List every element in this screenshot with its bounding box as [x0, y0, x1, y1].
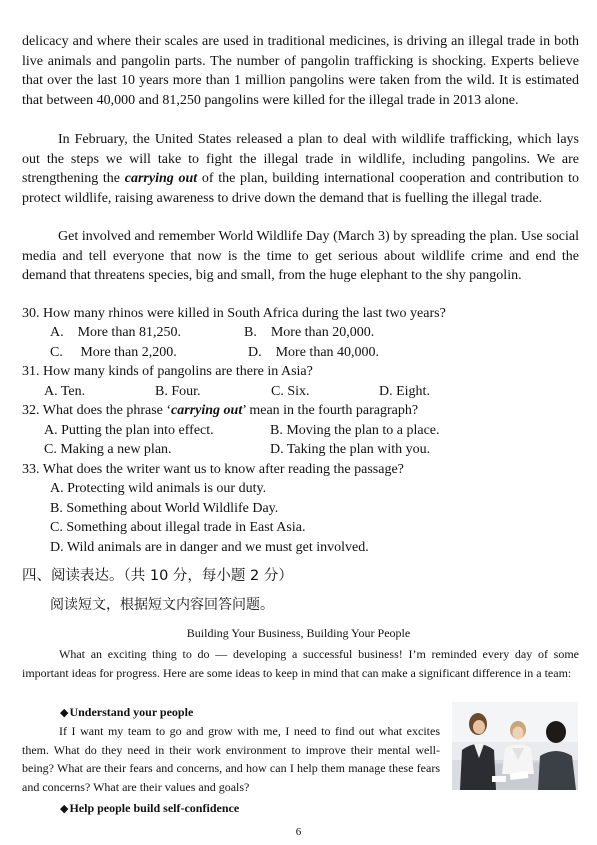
- passage-text: In February, the United States released a plan to deal with wildlife trafficking, which lays out the steps we will take to fight the illegal trade in wildlife, including pangolins. We are strengthening the: [22, 132, 579, 186]
- page-number: 6: [295, 826, 302, 838]
- heading-text: Help people build self-confidence: [69, 801, 240, 815]
- option-33-d: D. Wild animals are in danger and we must get involved.: [50, 540, 369, 555]
- article-heading-1: [60, 703, 193, 722]
- article-intro: What an exciting thing to do — developing a successful business! I’m reminded every day of some important ideas for progress. Here are some ideas to keep in mind that can make a significant difference in a team:: [22, 647, 579, 680]
- passage-paragraph-1: delicacy and where their scales are used in traditional medicines, is driving an illegal trade in both live animals and pangolin parts. The number of pangolin trafficking is shocking. Experts believe that over the last 10 years more than 1 million pangolins were taken from the wild. It is estimated that between 40,000 and 81,250 pangolins were killed for the illegal trade in 2013 alone.: [22, 34, 579, 108]
- diamond-bullet-icon: ◆: [60, 707, 69, 719]
- article-body-1: If I want my team to go and grow with me, I need to find out what excites them. What do they need in their work environment to improve their mental well-being? What are their fears and concerns, and how can I help them manage these fears and concerns? What are their values and goals?: [22, 724, 440, 794]
- section-instruction: 阅读短文，根据短文内容回答问题。: [50, 597, 274, 613]
- question-text: ’ mean in the fourth paragraph?: [242, 403, 419, 418]
- option-30-d: D. More than 40,000.: [248, 345, 380, 360]
- question-31: 31. How many kinds of pangolins are there in Asia?: [22, 364, 313, 379]
- heading-text: Understand your people: [69, 705, 194, 719]
- option-30-a: A. More than 81,250.: [50, 325, 182, 340]
- business-meeting-photo: [452, 702, 578, 790]
- passage-text: of the plan, building international cooperation and contribution to protect wildlife, raising awareness to drive down the demand that is fuelling the illegal trade.: [22, 171, 579, 206]
- article-heading-2: [60, 799, 239, 818]
- option-32-c: C. Making a new plan.: [44, 442, 172, 457]
- option-32-a: A. Putting the plan into effect.: [44, 423, 214, 438]
- emphasized-phrase: carrying out: [124, 171, 198, 186]
- option-31-c: C. Six.: [271, 384, 310, 399]
- diamond-bullet-icon: ◆: [60, 803, 69, 815]
- option-30-b: B. More than 20,000.: [244, 325, 375, 340]
- emphasized-phrase: carrying out: [171, 403, 243, 418]
- question-text: 32. What does the phrase ‘: [22, 403, 172, 418]
- option-32-d: D. Taking the plan with you.: [270, 442, 431, 457]
- option-32-b: B. Moving the plan to a place.: [270, 423, 440, 438]
- section-heading: 四、阅读表达。（共 10 分，每小题 2 分）: [22, 568, 293, 584]
- question-30: 30. How many rhinos were killed in South Africa during the last two years?: [22, 306, 446, 321]
- option-30-c: C. More than 2,200.: [50, 345, 177, 360]
- question-33: 33. What does the writer want us to know after reading the passage?: [22, 462, 404, 477]
- option-33-a: A. Protecting wild animals is our duty.: [50, 481, 267, 496]
- option-31-a: A. Ten.: [44, 384, 86, 399]
- passage-paragraph-3: Get involved and remember World Wildlife Day (March 3) by spreading the plan. Use social media and tell everyone that now is the time to get serious about wildlife crime and end the demand that threatens species, big and small, from the huge elephant to the shy pangolin.: [22, 229, 579, 283]
- option-31-d: D. Eight.: [379, 384, 430, 399]
- article-title: Building Your Business, Building Your People: [186, 626, 411, 640]
- option-33-b: B. Something about World Wildlife Day.: [50, 501, 279, 516]
- option-33-c: C. Something about illegal trade in East Asia.: [50, 520, 306, 535]
- passage-paragraph-2: [22, 130, 579, 208]
- option-31-b: B. Four.: [155, 384, 201, 399]
- question-32: [22, 401, 418, 421]
